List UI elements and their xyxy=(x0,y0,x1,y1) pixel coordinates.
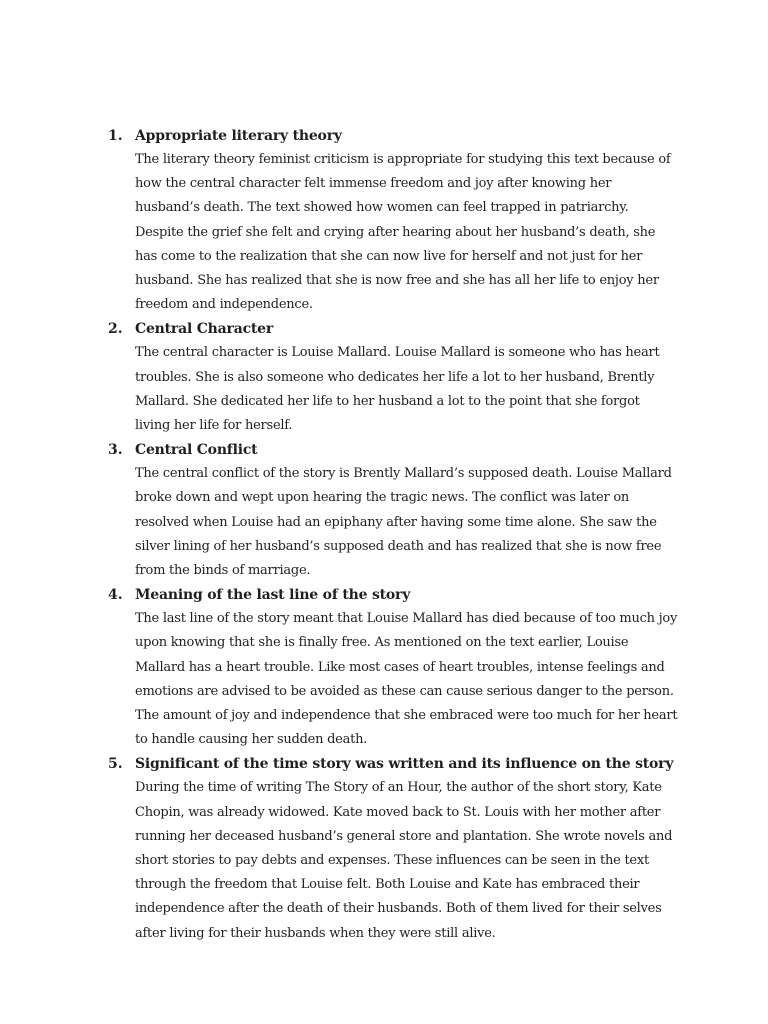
section-body: The literary theory feminist criticism is appropriate for studying this text because of how the central character felt immense freedom and joy after knowing her husband’s death. The text showed how women can feel trapped in patriarchy. Despite the grief she felt and crying after hearing about her husband’s death, she has come to the realization that she can now live for herself and not just for her husband. She has realized that she is now free and she has all her life to enjoy her freedom and independence. xyxy=(135,152,671,313)
list-item xyxy=(108,583,678,752)
list-item xyxy=(108,317,678,438)
section-heading: Appropriate literary theory xyxy=(135,128,342,144)
section-heading: Central Character xyxy=(135,321,274,338)
list-item xyxy=(108,124,678,317)
item-number: 1. xyxy=(108,128,123,144)
item-number: 4. xyxy=(108,587,123,604)
section-heading: Meaning of the last line of the story xyxy=(135,587,411,604)
section-heading: Significant of the time story was written and its influence on the story xyxy=(135,756,674,773)
section-body: The central character is Louise Mallard. Louise Mallard is someone who has heart troubles. She is also someone who dedicates her life a lot to her husband, Brently Mallard. She dedicated her life to her husband a lot to the point that she forgot living her life for herself. xyxy=(135,345,660,434)
item-number: 3. xyxy=(108,442,123,459)
section-heading: Central Conflict xyxy=(135,442,258,459)
section-body: The central conflict of the story is Brently Mallard’s supposed death. Louise Mallard broke down and wept upon hearing the tragic news. The conflict was later on resolved when Louise had an epiphany after having some time alone. She saw the silver lining of her husband’s supposed death and has realized that she is now free from the binds of marriage. xyxy=(135,466,672,579)
list-item xyxy=(108,438,678,583)
numbered-section-list xyxy=(108,124,678,946)
list-item xyxy=(108,752,678,945)
item-number: 2. xyxy=(108,321,123,338)
item-number: 5. xyxy=(108,756,123,773)
section-body: During the time of writing The Story of an Hour, the author of the short story, Kate Chopin, was already widowed. Kate moved back to St. Louis with her mother after running her deceased husband’s general store and plantation. She wrote novels and short stories to pay debts and expenses. These influences can be seen in the text through the freedom that Louise felt. Both Louise and Kate has embraced their independence after the death of their husbands. Both of them lived for their selves after living for their husbands when they were still alive. xyxy=(135,780,673,941)
section-body: The last line of the story meant that Louise Mallard has died because of too much joy upon knowing that she is finally free. As mentioned on the text earlier, Louise Mallard has a heart trouble. Like most cases of heart troubles, intense feelings and emotions are advised to be avoided as these can cause serious danger to the person. The amount of joy and independence that she embraced were too much for her heart to handle causing her sudden death. xyxy=(135,611,678,748)
